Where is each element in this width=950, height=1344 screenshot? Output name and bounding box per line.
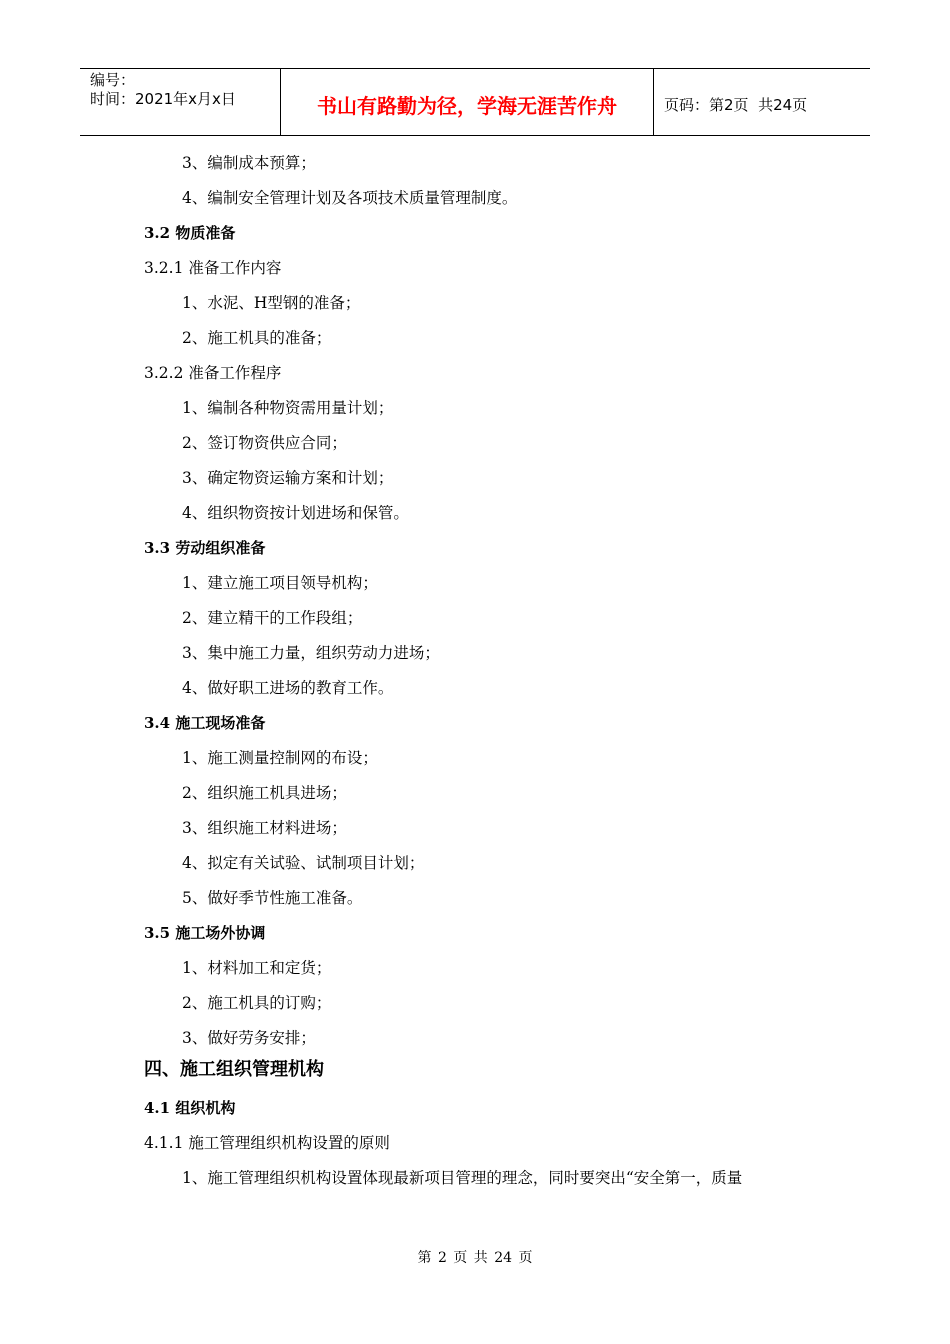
page-footer: 第 2 页 共 24 页 [417,1250,533,1266]
list-item: 2、组织施工机具进场； [182,784,347,802]
list-item: 4、拟定有关试验、试制项目计划； [182,854,425,872]
chapter-heading: 四、施工组织管理机构 [144,1059,324,1080]
subsection-heading: 4.1.1 施工管理组织机构设置的原则 [144,1134,390,1152]
list-item: 3、组织施工材料进场； [182,819,347,837]
list-item: 4、编制安全管理计划及各项技术质量管理制度。 [182,189,518,207]
page-header [80,68,870,136]
subsection-heading: 3.2.1 准备工作内容 [144,259,282,277]
header-time-label: 时间：2021年x月x日 [90,90,236,108]
header-meta [80,69,281,135]
header-page-info [654,69,870,135]
header-motto: 书山有路勤为径，学海无涯苦作舟 [281,69,654,135]
list-item: 1、施工测量控制网的布设； [182,749,378,767]
list-item: 4、做好职工进场的教育工作。 [182,679,394,697]
list-item: 1、施工管理组织机构设置体现最新项目管理的理念，同时要突出“安全第一，质量 [182,1169,743,1187]
section-heading: 3.5 施工场外协调 [144,924,266,942]
list-item: 3、做好劳务安排； [182,1029,316,1047]
header-page-info-text: 页码：第2页 共24页 [664,95,808,114]
section-heading: 3.2 物质准备 [144,224,236,242]
list-item: 2、施工机具的准备； [182,329,332,347]
section-heading: 3.4 施工现场准备 [144,714,266,732]
list-item: 3、集中施工力量，组织劳动力进场； [182,644,440,662]
subsection-heading: 3.2.2 准备工作程序 [144,364,282,382]
list-item: 2、施工机具的订购； [182,994,332,1012]
list-item: 1、建立施工项目领导机构； [182,574,378,592]
list-item: 1、编制各种物资需用量计划； [182,399,394,417]
list-item: 4、组织物资按计划进场和保管。 [182,504,409,522]
header-number-label: 编号： [90,71,136,89]
list-item: 5、做好季节性施工准备。 [182,889,363,907]
section-heading: 4.1 组织机构 [144,1099,236,1117]
list-item: 2、签订物资供应合同； [182,434,347,452]
list-item: 3、编制成本预算； [182,154,316,172]
section-heading: 3.3 劳动组织准备 [144,539,266,557]
list-item: 1、材料加工和定货； [182,959,332,977]
list-item: 2、建立精干的工作段组； [182,609,363,627]
list-item: 3、确定物资运输方案和计划； [182,469,394,487]
list-item: 1、水泥、H型钢的准备； [182,294,361,312]
